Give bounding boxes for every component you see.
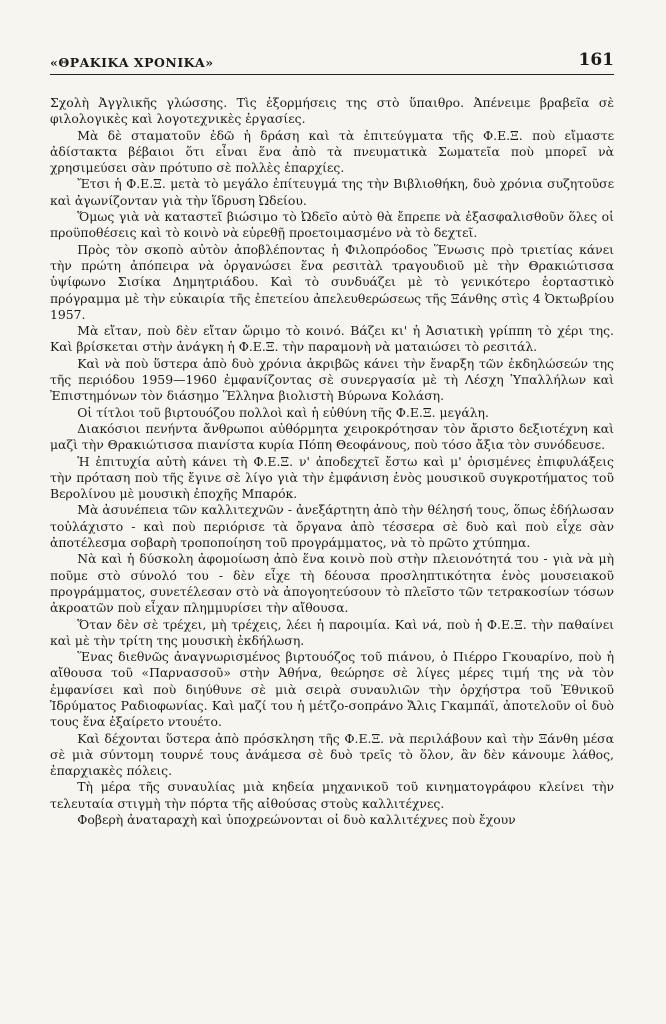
paragraph: Καὶ νὰ ποὺ ὕστερα ἀπὸ δυὸ χρόνια ἀκριβῶς κάνει τὴν ἔναρξη τῶν ἐκδηλώσεών της τῆς περιόδου 1959—1960 ἐμφανίζοντας σὲ συνεργασία μὲ τὴ Λέσχη Ὑπαλλήλων καὶ Ἐπιστημόνων τὸν διάσημο Ἕλληνα βιολιστὴ Βύρωνα Κολάση. (50, 355, 614, 404)
paragraph: Ἔτσι ἡ Φ.Ε.Ξ. μετὰ τὸ μεγάλο ἐπίτευγμά της τὴν Βιβλιοθήκη, δυὸ χρόνια συζητοῦσε καὶ ἀγωνίζονταν γιὰ τὴν ἵδρυση Ὠδείου. (50, 176, 614, 208)
header-rule (50, 74, 614, 75)
paragraph: Μὰ εἴταν, ποὺ δὲν εἴταν ὥριμο τὸ κοινό. Βάζει κι' ἡ Ἀσιατικὴ γρίππη τὸ χέρι της. Καὶ βρίσκεται στὴν ἀνάγκη ἡ Φ.Ε.Ξ. τὴν παραμονὴ νὰ ματαιώσει τὸ ρεσιτάλ. (50, 323, 614, 355)
paragraph: Ἡ ἐπιτυχία αὐτὴ κάνει τὴ Φ.Ε.Ξ. ν' ἀποδεχτεῖ ἔστω καὶ μ' ὁρισμένες ἐπιφυλάξεις τὴν πρόταση ποὺ τῆς ἔγινε σὲ λίγο γιὰ τὴν ἐμφάνιση ἑνὸς μουσικοῦ συγκροτήματος τοῦ Βερολίνου μὲ μουσικὴ ἐποχῆς Μπαρόκ. (50, 453, 614, 502)
page-header (50, 44, 614, 70)
article-body (50, 95, 614, 828)
paragraph: Νὰ καὶ ἡ δύσκολη ἀφομοίωση ἀπὸ ἕνα κοινὸ ποὺ στὴν πλειονότητά του - γιὰ νὰ μὴ ποῦμε στὸ σύνολό του - δὲν εἶχε τὴ δέουσα προσληπτικότητα ἑνὸς μουσειακοῦ προγράμματος, συνετέλεσαν στὸ νὰ ἀπογοητεύσουν τὸ πλεῖστο τῶν τετρακοσίων τόσων ἀκροατῶν ποὺ εἶχαν πλημμυρίσει τὴν αἴθουσα. (50, 551, 614, 616)
paragraph: Καὶ δέχονται ὕστερα ἀπὸ πρόσκληση τῆς Φ.Ε.Ξ. νὰ περιλάβουν καὶ τὴν Ξάνθη μέσα σὲ μιὰ σύντομη τουρνέ τους ἀνάμεσα σὲ δυὸ τρεῖς τὸ ὅλον, ἂν δὲν κάνουμε λάθος, ἐπαρχιακὲς πόλεις. (50, 730, 614, 779)
running-title: «ΘΡΑΚΙΚΑ ΧΡΟΝΙΚΑ» (50, 55, 214, 70)
paragraph: Διακόσιοι πενήντα ἄνθρωποι αὐθόρμητα χειροκρότησαν τὸν ἄριστο δεξιοτέχνη καὶ μαζὶ τὴν Θρακιώτισσα πιανίστα κυρία Πόπη Θεοφάνους, ποὺ τόσο ἄξια τὸν συνόδευσε. (50, 420, 614, 453)
paragraph: Μὰ δὲ σταματοῦν ἐδῶ ἡ δράση καὶ τὰ ἐπιτεύγματα τῆς Φ.Ε.Ξ. ποὺ εἴμαστε ἀδίστακτα βέβαιοι ὅτι εἶναι ἕνα ἀπὸ τὰ πνευματικὰ Σωματεῖα ποὺ μπορεῖ νὰ χρησιμεύσει σὰν πρότυπο σὲ πολλὲς ἐπαρχίες. (50, 127, 614, 176)
paragraph: Τὴ μέρα τῆς συναυλίας μιὰ κηδεία μηχανικοῦ τοῦ κινηματογράφου κλείνει τὴν τελευταία στιγμὴ τὴν πόρτα τῆς αἰθούσας στοὺς καλλιτέχνες. (50, 779, 614, 811)
paragraph: Μὰ ἀσυνέπεια τῶν καλλιτεχνῶν - ἀνεξάρτητη ἀπὸ τὴν θέλησή τους, ὅπως ἐδήλωσαν τοὐλάχιστο - καὶ ποὺ περιόρισε τὰ ὄργανα ἀπὸ τέσσερα σὲ δυὸ καὶ ποὺ εἶχε σὰν ἀποτέλεσμα σοβαρὴ τροποποίηση τοῦ προγράμματος, νὰ τὸ πρῶτο χτύπημα. (50, 502, 614, 551)
paragraph: Ὅταν δὲν σὲ τρέχει, μὴ τρέχεις, λέει ἡ παροιμία. Καὶ νά, ποὺ ἡ Φ.Ε.Ξ. τὴν παθαίνει καὶ μὲ τὴν τρίτη της μουσικὴ ἐκδήλωση. (50, 616, 614, 648)
page-number: 161 (578, 50, 614, 70)
paragraph: Πρὸς τὸν σκοπὸ αὐτὸν ἀποβλέποντας ἡ Φιλοπρόοδος Ἕνωσις πρὸ τριετίας κάνει τὴν πρώτη ἀπόπειρα νὰ ὀργανώσει ἕνα ρεσιτὰλ τραγουδιοῦ μὲ τὴν Θρακιώτισσα ὑψίφωνο Σισίκα Δημητριάδου. Καὶ τὸ συνδυάζει μὲ τὸ γενικότερο ἑορταστικὸ πρόγραμμα μὲ τὴν εὐκαιρία τῆς ἐπετείου ἀπελευθερώσεως τῆς Ξάνθης στὶς 4 Ὀκτωβρίου 1957. (50, 241, 614, 322)
paragraph: Σχολὴ Ἀγγλικῆς γλώσσης. Τὶς ἐξορμήσεις της στὸ ὕπαιθρο. Ἀπένειμε βραβεῖα σὲ φιλολογικὲς καὶ λογοτεχνικὲς ἐργασίες. (50, 95, 614, 127)
paragraph: Ἕνας διεθνῶς ἀναγνωρισμένος βιρτουόζος τοῦ πιάνου, ὁ Πιέρρο Γκουαρίνο, ποὺ ἡ αἴθουσα τοῦ «Παρνασσοῦ» στὴν Ἀθήνα, θεώρησε σὲ λίγες μέρες τιμή της νὰ τὸν ἐμφανίσει καὶ ποὺ διηύθυνε σὲ μιὰ σειρὰ συναυλιῶν τὴν ὀρχήστρα τοῦ Ἐθνικοῦ Ἱδρύματος Ραδιοφωνίας. Καὶ μαζί του ἡ μέτζο-σοπράνο Ἄλις Γκαμπάϊ, ἀποτελοῦν οἱ δυὸ τους ἕνα ἐξαίρετο ντουέτο. (50, 649, 614, 730)
paragraph: Φοβερὴ ἀναταραχὴ καὶ ὑποχρεώνονται οἱ δυὸ καλλιτέχνες ποὺ ἔχουν (77, 812, 516, 828)
paragraph: Οἱ τίτλοι τοῦ βιρτουόζου πολλοὶ καὶ ἡ εὐθύνη τῆς Φ.Ε.Ξ. μεγάλη. (77, 404, 489, 420)
paragraph: Ὅμως γιὰ νὰ καταστεῖ βιώσιμο τὸ Ὠδεῖο αὐτὸ θὰ ἔπρεπε νὰ ἐξασφαλισθοῦν ὅλες οἱ προϋποθέσεις καὶ τὸ κοινὸ νὰ εὑρεθῇ προετοιμασμένο νὰ τὸ δεχτεῖ. (50, 209, 614, 241)
